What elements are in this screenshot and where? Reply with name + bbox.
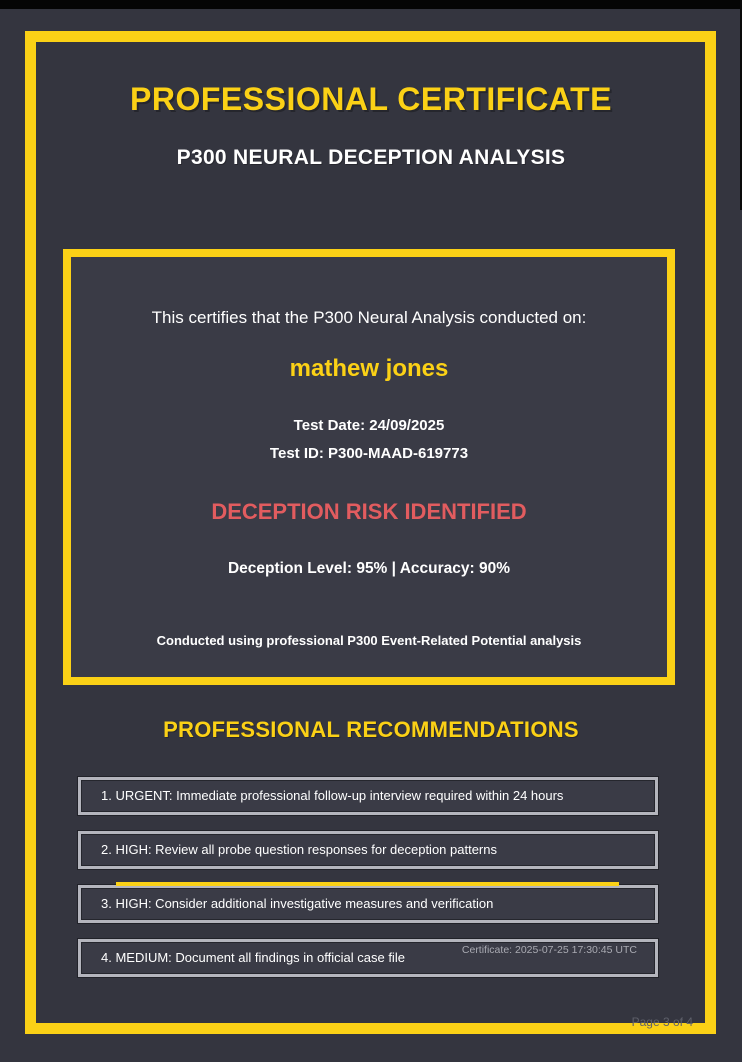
certify-intro-text: This certifies that the P300 Neural Analysis conducted on: xyxy=(151,308,587,327)
recommendation-item-1 xyxy=(78,777,658,815)
recommendation-item-4 xyxy=(78,939,658,977)
method-note: Conducted using professional P300 Event-Related Potential analysis xyxy=(156,633,582,648)
recommendation-text: 3. HIGH: Consider additional investigative measures and verification xyxy=(101,896,494,911)
recommendation-text: 1. URGENT: Immediate professional follow-up interview required within 24 hours xyxy=(101,788,564,803)
test-date: Test Date: 24/09/2025 xyxy=(293,417,445,434)
recommendation-item-2 xyxy=(78,831,658,869)
window-top-edge xyxy=(0,0,742,9)
test-id: Test ID: P300-MAAD-619773 xyxy=(269,445,469,462)
recommendation-text: 4. MEDIUM: Document all findings in official case file xyxy=(101,950,405,965)
subject-name: mathew jones xyxy=(289,355,449,382)
recommendations-heading: PROFESSIONAL RECOMMENDATIONS xyxy=(163,717,579,742)
certificate-title: PROFESSIONAL CERTIFICATE xyxy=(130,81,612,117)
yellow-accent-stripe xyxy=(116,882,619,886)
page-indicator: Page 3 of 4 xyxy=(631,1015,693,1029)
deception-verdict: DECEPTION RISK IDENTIFIED xyxy=(211,499,527,524)
recommendation-text: 2. HIGH: Review all probe question responses for deception patterns xyxy=(101,842,497,857)
certificate-timestamp: Certificate: 2025-07-25 17:30:45 UTC xyxy=(461,944,637,956)
deception-metrics: Deception Level: 95% | Accuracy: 90% xyxy=(227,560,511,577)
certificate-panel xyxy=(63,249,675,685)
recommendation-item-3 xyxy=(78,885,658,923)
certificate-subtitle: P300 NEURAL DECEPTION ANALYSIS xyxy=(176,146,566,169)
recommendations-list xyxy=(78,777,658,993)
